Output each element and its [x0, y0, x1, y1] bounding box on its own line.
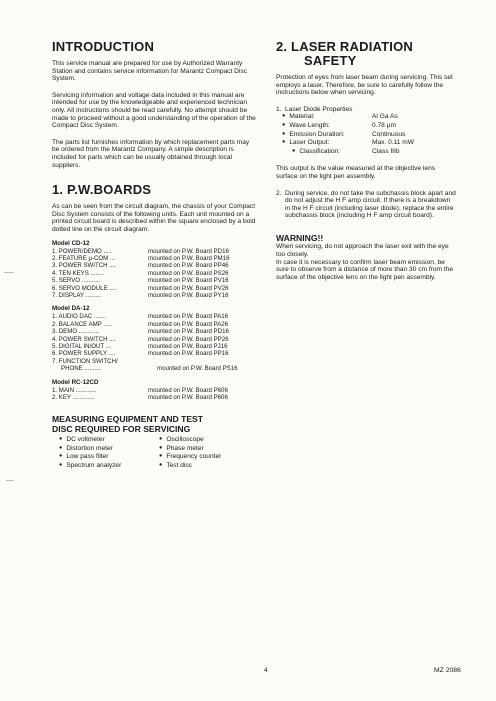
model-da12-label: Model DA-12 — [52, 305, 90, 313]
warning-paragraph-2: In case it is necessary to confirm laser beam emission, be sure to observe from a distance of more than 30 cm from the surface of the objective lens on the light pen assembly. — [276, 258, 454, 281]
warning-paragraph-1: When servicing, do not approach the laser exit with the eye too closely. — [276, 243, 449, 258]
cd12-board-list — [52, 248, 256, 300]
laser-heading-line-1: 2. LASER RADIATION — [276, 39, 413, 54]
laser-properties-list — [276, 113, 456, 156]
laser-heading-line-2: SAFETY — [304, 53, 357, 68]
measuring-heading-line-2: DISC REQUIRED FOR SERVICING — [52, 423, 191, 434]
list-item: 6. SERVO MODULE .... mounted on P.W. Board PV26 — [52, 284, 229, 292]
list-item: 4. POWER SWITCH .... mounted on P.W. Board PP26 — [52, 335, 229, 343]
list-item: 3. POWER SWITCH .... mounted on P.W. Board PP46 — [52, 262, 229, 270]
warning-heading: WARNING!! — [276, 232, 324, 243]
list-item: PHONE .......... mounted on P.W. Board PS16 — [61, 365, 238, 373]
introduction-heading: INTRODUCTION — [52, 39, 155, 54]
intro-paragraph-2: Servicing information and voltage data included in this manual are intended for use by the knowledgeable and experienced technician only. All instructions should be read carefully. No attempt should be made to proceed without a good understanding of the operation of the Compact Disc System. — [52, 91, 256, 130]
list-item: 2. BALANCE AMP ..... mounted on P.W. Board PA26 — [52, 320, 229, 328]
intro-paragraph-1: This service manual are prepared for use by Authorized Warranty Station and contains service information for Marantz Compact Disc System. — [52, 60, 247, 83]
list-item: ● Wave Length: 0.78 µm — [276, 122, 456, 131]
list-item: 7. FUNCTION SWITCH/ — [52, 357, 118, 365]
right-column — [276, 40, 456, 281]
scan-mark — [4, 272, 14, 273]
list-item: ● Test disc — [152, 462, 252, 470]
scan-mark — [6, 480, 14, 481]
measuring-heading-line-1: MEASURING EQUIPMENT AND TEST — [52, 414, 204, 425]
list-item: 5. SERVO ........... mounted on P.W. Board PV16 — [52, 277, 229, 285]
list-item: ● Laser Output: Max. 0.11 mW — [276, 139, 456, 148]
list-item: 3. DEMO ............ mounted on P.W. Board PD16 — [52, 328, 229, 336]
laser-item-2: 2. During service, do not take the subchassis block apart and do not adjust the H F amp circuit. If there is a breakdown in the H F circuit (including laser diode), replace the entire subchassis block (including H F amp circuit board). — [276, 189, 456, 220]
list-item: ● Low pass filter — [52, 453, 152, 461]
da12-board-list — [52, 313, 256, 372]
list-item: 2. KEY ............. mounted on P.W. Board P606 — [52, 394, 228, 401]
laser-paragraph-2: This output is the value measured at the objective lens surface on the light pen assembly. — [276, 165, 436, 180]
intro-paragraph-3: The parts list furnishes information by which replacement parts may be ordered from the Marantz Company. A simple description is included for parts which can be usually obtained through local suppliers. — [52, 138, 250, 169]
page-number: 4 — [264, 667, 268, 674]
list-item: ● Distortion meter — [52, 445, 152, 453]
rc12cd-board-list — [52, 387, 256, 402]
list-item: 4. TEN KEYS ........ mounted on P.W. Board PS26 — [52, 269, 229, 277]
list-item: ● Material: Al Ga As — [276, 113, 456, 122]
list-item: 7. DISPLAY ......... mounted on P.W. Board PY16 — [52, 291, 229, 299]
list-item: ● Frequency counter — [152, 453, 252, 461]
list-item: 2. FEATURE µ-COM ... mounted on P.W. Board PM16 — [52, 254, 230, 262]
equipment-list — [52, 436, 256, 470]
list-item: 1. POWER/DEMO ..... mounted on P.W. Board PD16 — [52, 247, 229, 255]
list-item: 1. MAIN ............ mounted on P.W. Board P606 — [52, 386, 228, 394]
list-item: ● DC voltmeter — [52, 436, 152, 444]
laser-paragraph-1: Protection of eyes from laser beam during servicing. This set employs a laser. Therefore, be sure to carefully follow the instructions below when servicing. — [276, 74, 453, 97]
model-rc12cd-label: Model RC-12CD — [52, 378, 99, 386]
left-column — [52, 40, 256, 470]
list-item: 5. DIGITAL IN/OUT ... mounted on P.W. Board PJ16 — [52, 342, 228, 350]
list-item: 1. AUDIO DAC ....... mounted on P.W. Board PA16 — [52, 313, 229, 321]
list-item: ● Phase meter — [152, 445, 252, 453]
list-item: ● Emission Duration: Continuous — [276, 131, 456, 140]
list-item: 6. POWER SUPPLY .... mounted on P.W. Board PP16 — [52, 350, 229, 358]
document-code: MZ 2086 — [434, 667, 461, 674]
model-cd12-label: Model CD-12 — [52, 239, 90, 247]
pwboards-intro: As can be seen from the circuit diagram, the chassis of your Compact Disc System consists of the following units. Each unit mounted on a printed circuit board is described within the square enclosed by a bold dotted line on the circuit diagram. — [52, 203, 256, 233]
pwboards-heading: 1. P.W.BOARDS — [52, 182, 152, 198]
list-item: ● Classification: Class IIIb — [276, 148, 456, 157]
list-item: ● Oscilloscope — [152, 436, 252, 444]
list-item: ● Spectrum analyzer — [52, 462, 152, 470]
laser-properties-heading: 1. Laser Diode Properties — [276, 105, 353, 113]
